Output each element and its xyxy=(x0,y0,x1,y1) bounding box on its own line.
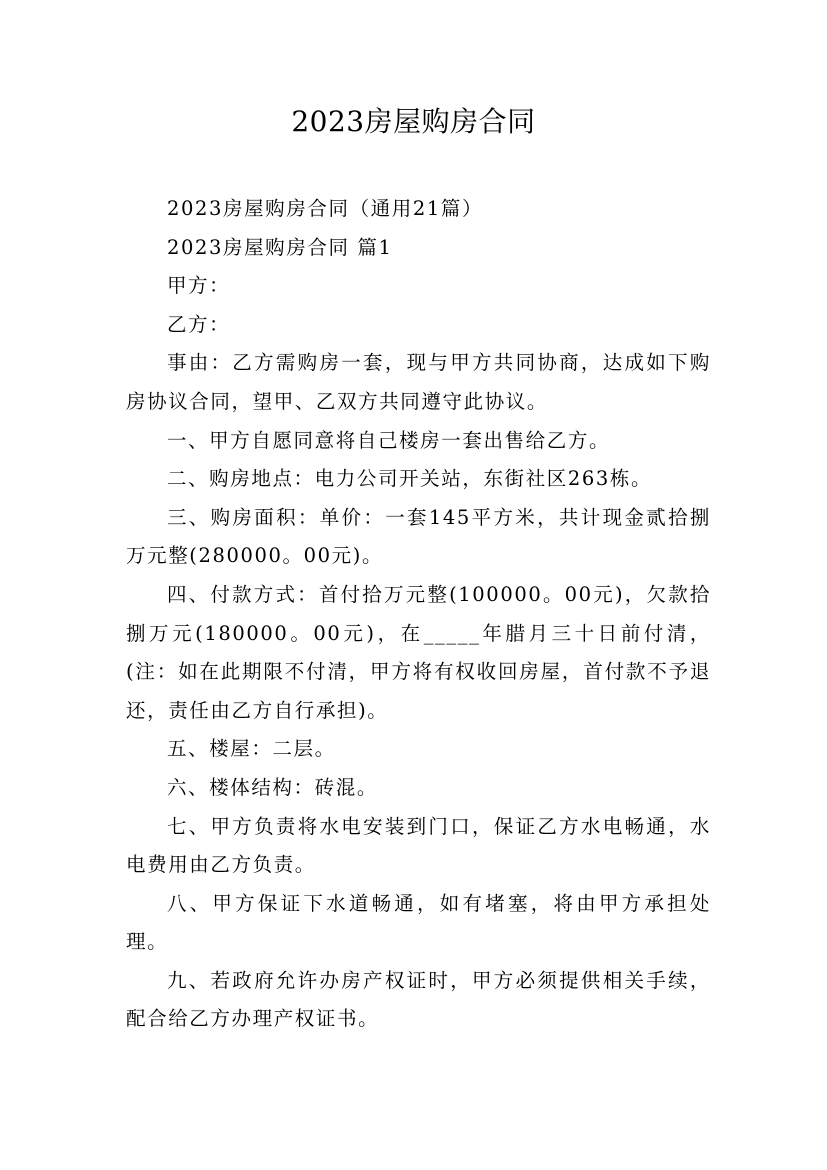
document-body xyxy=(126,190,711,1039)
paragraph-clause-6: 六、楼体结构：砖混。 xyxy=(166,775,378,799)
paragraph-clause-4: 四、付款方式：首付拾万元整(100000。00元)，欠款拾捌万元(180000。00元)，在_____年腊月三十日前付清，(注：如在此期限不付清，甲方将有权收回房屋，首付款不予退还，责任由乙方自行承担)。 xyxy=(126,582,711,722)
paragraph-clause-3: 三、购房面积：单价：一套145平方米，共计现金贰拾捌万元整(280000。00元)。 xyxy=(126,505,711,568)
paragraph-clause-7: 七、甲方负责将水电安装到门口，保证乙方水电畅通，水电费用由乙方负责。 xyxy=(126,814,711,877)
paragraph-clause-8: 八、甲方保证下水道畅通，如有堵塞，将由甲方承担处理。 xyxy=(126,891,711,954)
paragraph-party-a: 甲方： xyxy=(166,274,231,298)
paragraph-reason: 事由：乙方需购房一套，现与甲方共同协商，达成如下购房协议合同，望甲、乙双方共同遵守此协议。 xyxy=(126,351,711,413)
paragraph-heading-collection: 2023房屋购房合同（通用21篇） xyxy=(166,197,484,220)
paragraph-party-b: 乙方： xyxy=(166,312,231,336)
paragraph-clause-5: 五、楼屋：二层。 xyxy=(166,737,336,761)
document-title: 2023房屋购房合同 xyxy=(291,105,536,138)
paragraph-clause-9: 九、若政府允许办房产权证时，甲方必须提供相关手续，配合给乙方办理产权证书。 xyxy=(126,968,711,1031)
paragraph-clause-1: 一、甲方自愿同意将自己楼房一套出售给乙方。 xyxy=(166,428,611,452)
paragraph-heading-part-1: 2023房屋购房合同 篇1 xyxy=(166,235,393,259)
paragraph-clause-2: 二、购房地点：电力公司开关站，东街社区263栋。 xyxy=(166,467,653,491)
